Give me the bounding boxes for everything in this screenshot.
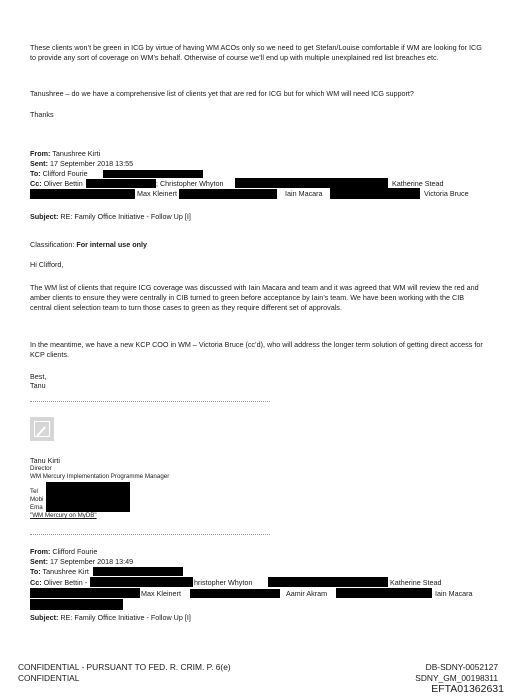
cc-value: Max Kleinert bbox=[141, 589, 181, 598]
redaction-box bbox=[46, 482, 130, 512]
greeting: Hi Clifford, bbox=[30, 260, 64, 269]
redaction-box bbox=[235, 178, 388, 188]
email1-cc bbox=[30, 179, 83, 189]
subject-value: RE: Family Office Initiative - Follow Up [I] bbox=[60, 212, 191, 221]
email1-from bbox=[30, 149, 100, 159]
email2-subject bbox=[30, 613, 191, 623]
body-paragraph-2: In the meantime, we have a new KCP COO in WM – Victoria Bruce (cc’d), who will address the longer term solution of getting direct access for KCP clients. bbox=[30, 340, 483, 359]
email2-cc bbox=[30, 578, 87, 588]
signoff: Best, bbox=[30, 372, 47, 381]
footer-sdny-number: SDNY_GM_00198311 bbox=[415, 673, 498, 683]
body-paragraph-1: The WM list of clients that require ICG coverage was discussed with Iain Macara and team and it was agreed that WM will review the red and amber clients to ensure they were centrally in CIB turned to green before acceptance by Iain’s team. We have been working with the CIB central client selection team to turn those cases to green as they require different set of approvals. bbox=[30, 283, 479, 312]
signoff-name: Tanu bbox=[30, 381, 46, 390]
cc-value: Victoria Bruce bbox=[424, 189, 469, 198]
cc-value: Oliver Bettin - bbox=[43, 578, 88, 587]
classification-value: For internal use only bbox=[76, 240, 148, 249]
classification-label: Classification: bbox=[30, 240, 75, 249]
signature-mobile: Mobi bbox=[30, 496, 44, 503]
cc-value: Katherine Stead bbox=[390, 578, 442, 587]
redaction-box bbox=[268, 577, 388, 587]
to-label: To: bbox=[30, 169, 41, 178]
from-value: Clifford Fourie bbox=[52, 547, 98, 556]
sent-label: Sent: bbox=[30, 557, 48, 566]
classification bbox=[30, 240, 147, 250]
email2-to bbox=[30, 567, 89, 577]
from-label: From: bbox=[30, 149, 51, 158]
cc-value: hristopher Whyton bbox=[194, 578, 253, 587]
redaction-box bbox=[30, 599, 123, 610]
sent-label: Sent: bbox=[30, 159, 48, 168]
redaction-box bbox=[103, 170, 203, 178]
redaction-box bbox=[179, 189, 277, 199]
intro-paragraph-2: Tanushree – do we have a comprehensive list of clients yet that are red for ICG but for which WM will need ICG support? bbox=[30, 89, 414, 98]
email1-subject bbox=[30, 212, 191, 222]
email2-from bbox=[30, 547, 97, 557]
signature-title: Director bbox=[30, 465, 52, 472]
cc-label: Cc: bbox=[30, 578, 42, 587]
sent-value: 17 September 2018 13:55 bbox=[49, 159, 134, 168]
intro-thanks: Thanks bbox=[30, 110, 54, 119]
footer-control-number: DB-SDNY-0052127 bbox=[425, 662, 498, 672]
email-divider bbox=[30, 534, 270, 535]
signature-email: Ema bbox=[30, 504, 43, 511]
footer-confidential-notice: CONFIDENTIAL - PURSUANT TO FED. R. CRIM. P. 6(e) bbox=[18, 662, 231, 672]
cc-label: Cc: bbox=[30, 179, 42, 188]
to-value: Clifford Fourie bbox=[42, 169, 88, 178]
signature-divider bbox=[30, 401, 270, 402]
email2-sent bbox=[30, 557, 133, 567]
sent-value: 17 September 2018 13:49 bbox=[49, 557, 134, 566]
intro-paragraph-1: These clients won’t be green in ICG by virtue of having WM ACOs only so we need to get Stefan/Louise comfortable if WM are looking for ICG to provide any sort of coverage on WM’s behalf. Otherwise of course we’ll end up with multiple unexplained red list breaches etc. bbox=[30, 43, 482, 62]
footer-confidential: CONFIDENTIAL bbox=[18, 673, 80, 683]
bates-number: EFTA01362631 bbox=[431, 683, 504, 695]
redaction-box bbox=[336, 588, 432, 598]
deutsche-bank-logo-icon bbox=[30, 417, 54, 441]
subject-value: RE: Family Office Initiative - Follow Up [I] bbox=[60, 613, 191, 622]
cc-value: Katherine Stead bbox=[392, 179, 444, 188]
redaction-box bbox=[330, 188, 420, 199]
cc-value: Iain Macara bbox=[285, 189, 323, 198]
signature-tel: Tel bbox=[30, 488, 38, 495]
to-label: To: bbox=[30, 567, 41, 576]
subject-label: Subject: bbox=[30, 212, 59, 221]
redaction-box bbox=[90, 577, 193, 587]
redaction-box bbox=[30, 588, 140, 598]
cc-value: ; Christopher Whyton bbox=[156, 179, 224, 188]
redaction-box bbox=[190, 589, 280, 598]
redaction-box bbox=[86, 179, 156, 188]
to-value: Tanushree Kirt bbox=[42, 567, 89, 576]
signature-name: Tanu Kirti bbox=[30, 456, 60, 465]
signature-role: WM Mercury Implementation Programme Manager bbox=[30, 473, 170, 480]
subject-label: Subject: bbox=[30, 613, 59, 622]
from-label: From: bbox=[30, 547, 51, 556]
cc-value: Aamir Akram bbox=[286, 589, 328, 598]
cc-value: Max Kleinert bbox=[137, 189, 177, 198]
from-value: Tanushree Kirti bbox=[52, 149, 101, 158]
email1-sent bbox=[30, 159, 133, 169]
cc-value: Iain Macara bbox=[435, 589, 473, 598]
redaction-box bbox=[30, 189, 135, 199]
email1-to bbox=[30, 169, 88, 179]
signature-link[interactable]: "WM Mercury on MyDB" bbox=[30, 512, 97, 519]
redaction-box bbox=[93, 567, 183, 576]
cc-value: Oliver Bettin bbox=[43, 179, 83, 188]
